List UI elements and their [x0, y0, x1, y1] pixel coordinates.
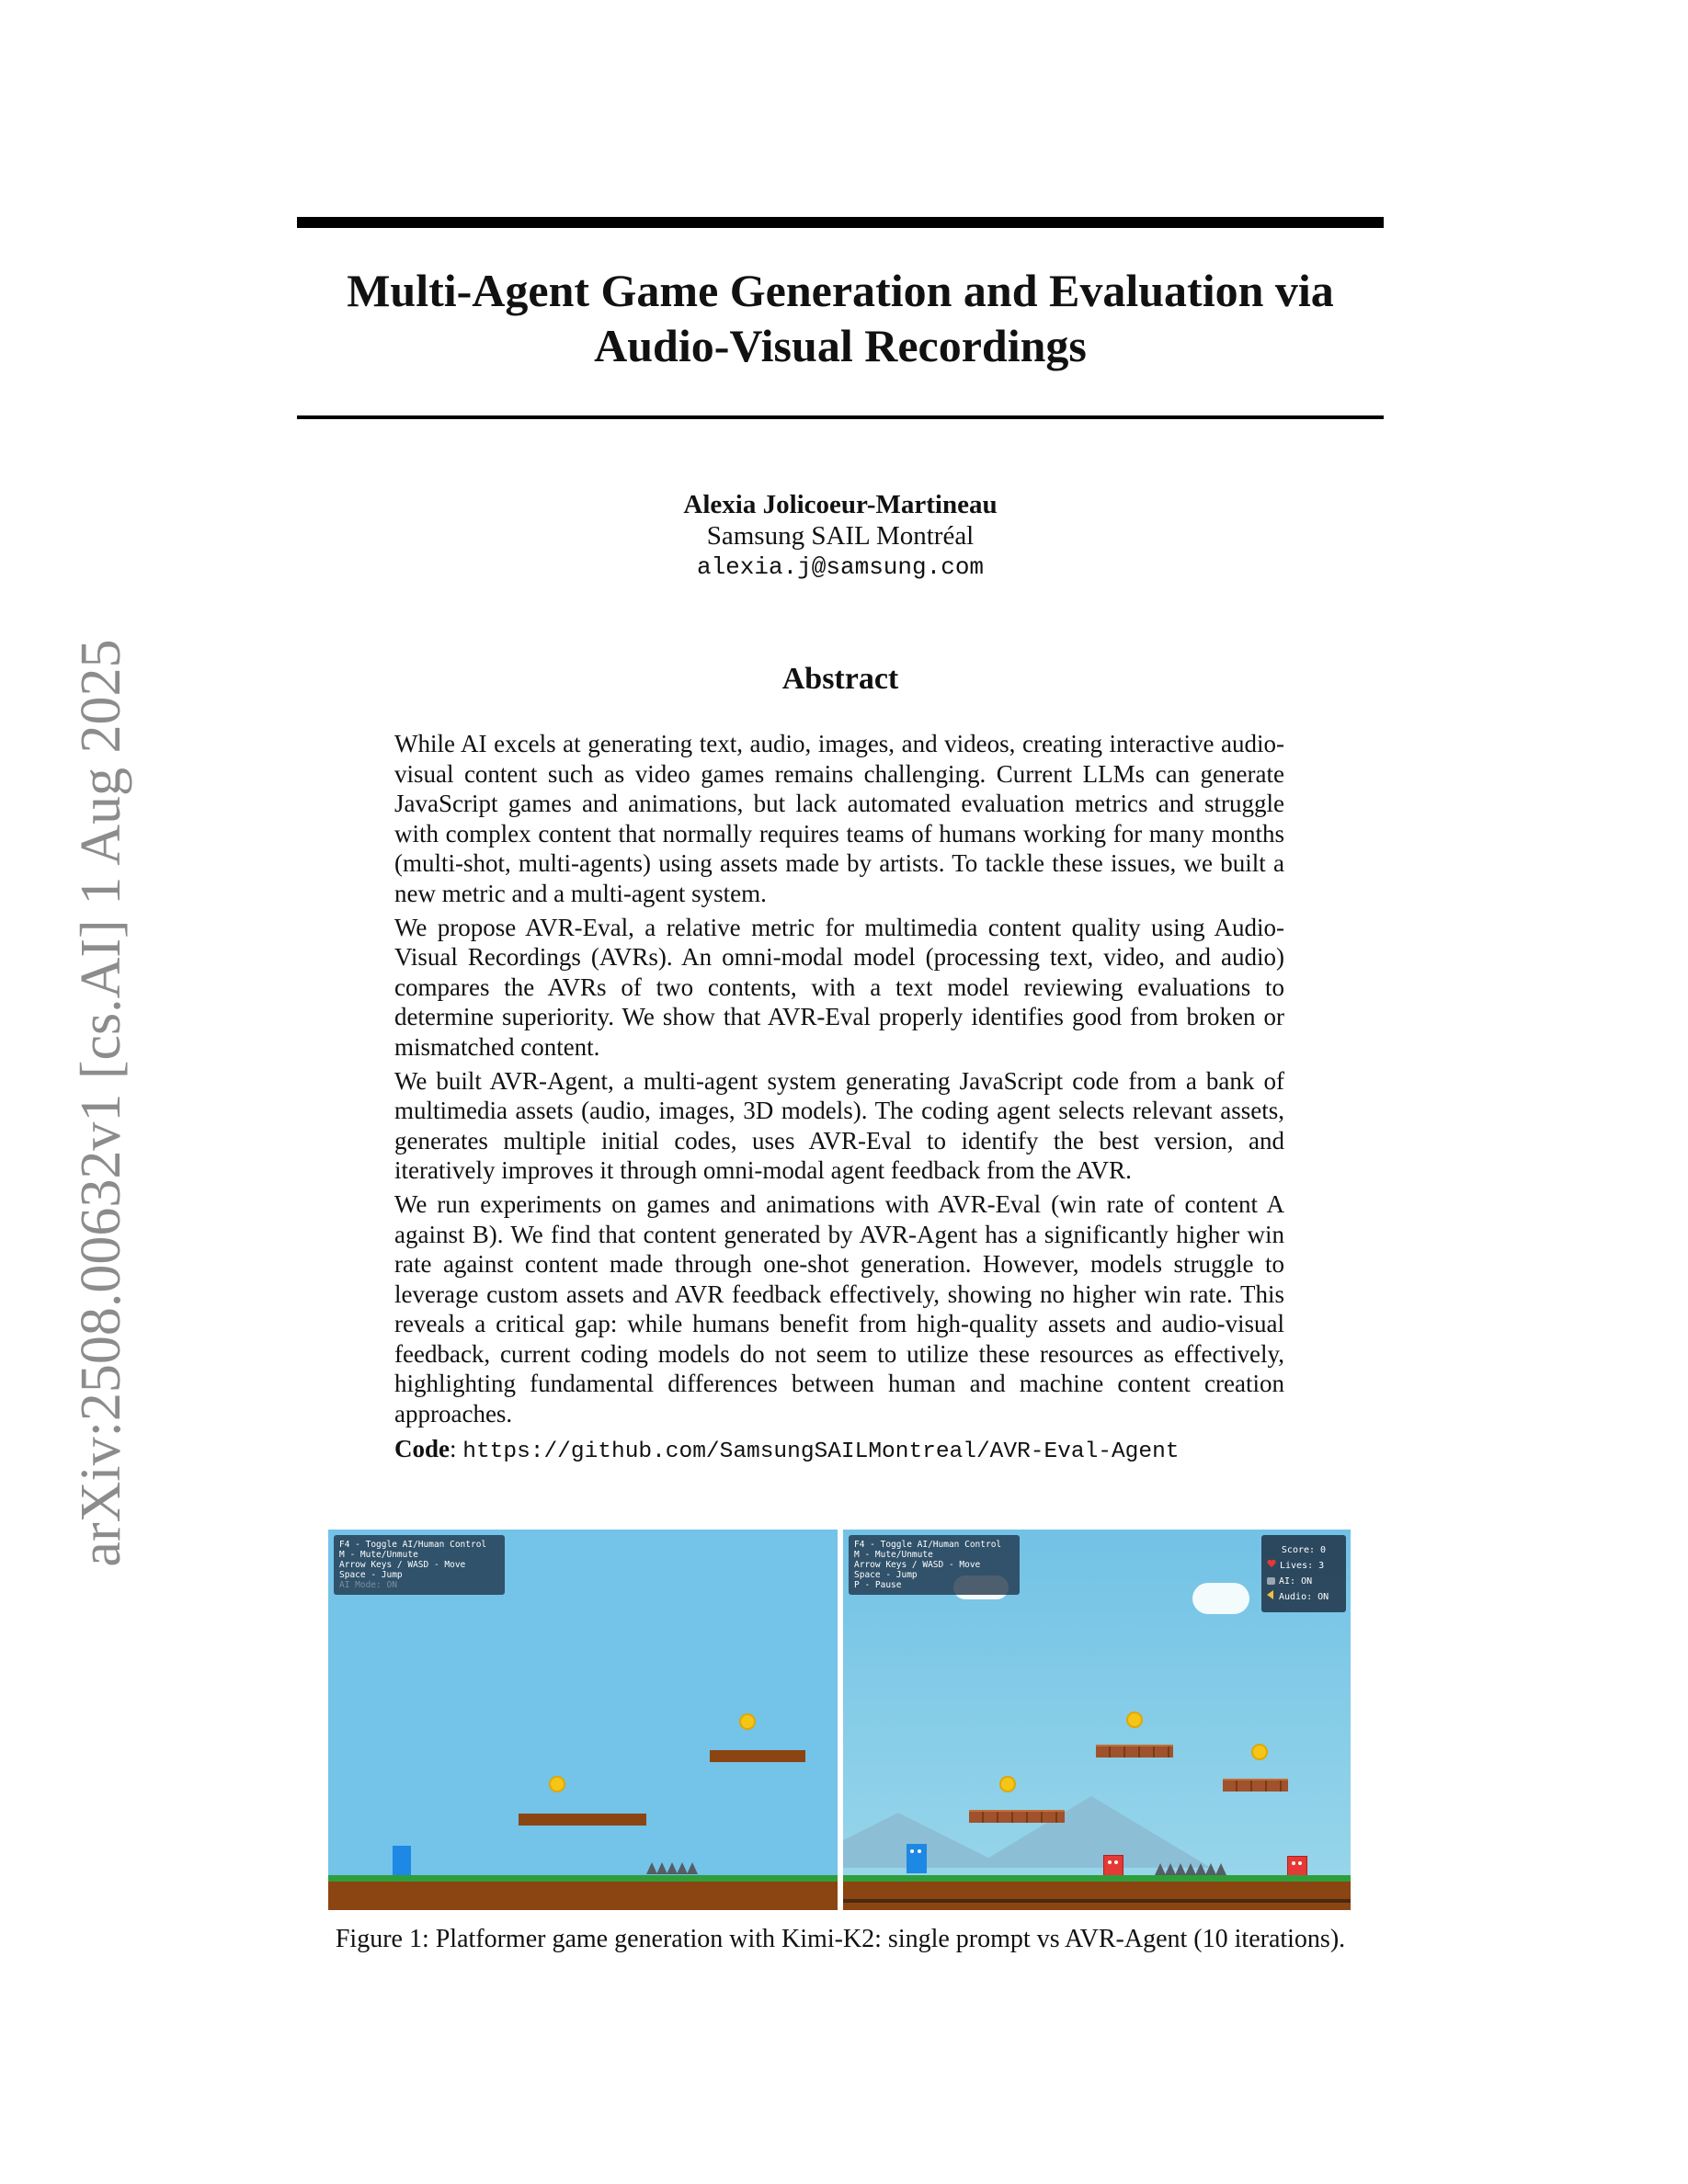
cloud [1192, 1583, 1249, 1614]
ai-mode-ghost-text: AI Mode: ON [339, 1580, 397, 1590]
code-line [394, 1433, 1284, 1468]
audio-row [1267, 1589, 1340, 1605]
title-top-rule [297, 217, 1384, 228]
abstract-paragraph: While AI excels at generating text, audio, images, and videos, creating interactive audio-visual content such as video games remains challenging. Current LLMs can generate JavaScript games and animations, but lack automated evaluation metrics and struggle with complex content that normally requires teams of humans working for many months (multi-shot, multi-agents) using assets made by artists. To tackle these issues, we built a new metric and a multi-agent system. [394, 730, 1284, 907]
enemy-eye [1298, 1861, 1302, 1865]
figure-right-game-screenshot [843, 1530, 1351, 1910]
ground-grass [843, 1875, 1351, 1882]
platform [519, 1814, 646, 1826]
control-hint: Space - Jump [339, 1570, 403, 1580]
abstract-paragraph: We run experiments on games and animations with AVR-Eval (win rate of content A against B). We find that content generated by AVR-Agent has a significantly higher win rate against content made through one-shot generation. However, models struggle to leverage custom assets and AVR feedback effectively, showing no higher win rate. This reveals a critical gap: while humans benefit from high-quality assets and audio-visual feedback, current coding models do not seem to utilize these resources as effectively, highlighting fundamental differences between human and machine content creation approaches. [394, 1189, 1284, 1428]
abstract-paragraph: We propose AVR-Eval, a relative metric for multimedia content quality using Audio-Visual Recordings (AVRs). An omni-modal model (processing text, video, and audio) compares the AVRs of two contents, with a text model reviewing evaluations to determine superiority. We show that AVR-Eval properly identifies good from broken or mismatched content. [394, 913, 1284, 1061]
ai-row [1267, 1574, 1340, 1589]
control-hint: Arrow Keys / WASD - Move [854, 1560, 981, 1570]
platform [1096, 1745, 1173, 1757]
platform [710, 1750, 805, 1762]
paper-title [297, 263, 1384, 373]
code-separator: : [450, 1434, 463, 1462]
arxiv-identifier-stamp: arXiv:2508.00632v1 [cs.AI] 1 Aug 2025 [70, 639, 132, 1567]
player-eye [918, 1849, 921, 1853]
player-eye [910, 1849, 914, 1853]
control-hint: M - Mute/Unmute [854, 1550, 933, 1560]
control-hint: M - Mute/Unmute [339, 1550, 418, 1560]
player-character [393, 1846, 411, 1875]
title-bottom-rule [297, 415, 1384, 419]
ground-grass [328, 1875, 838, 1882]
author-affiliation: Samsung SAIL Montréal [706, 521, 975, 551]
speaker-icon [1267, 1590, 1273, 1599]
score-display: Score: 0 [1281, 1545, 1327, 1555]
code-label: Code [394, 1434, 450, 1462]
coin [1126, 1712, 1143, 1728]
lives-display: Lives: 3 [1280, 1561, 1325, 1571]
control-hint: F4 - Toggle AI/Human Control [854, 1540, 1002, 1550]
enemy-eye [1108, 1860, 1112, 1864]
coin [549, 1776, 565, 1792]
spike [687, 1862, 698, 1874]
control-hint: P - Pause [854, 1580, 902, 1590]
robot-icon [1267, 1577, 1275, 1585]
coin [739, 1713, 756, 1730]
mountain [972, 1796, 1211, 1868]
ground-stripe [843, 1899, 1351, 1903]
figure-left-game-screenshot [328, 1530, 838, 1910]
controls-overlay [334, 1535, 505, 1595]
audio-status-display: Audio: ON [1279, 1592, 1329, 1602]
platform [1223, 1779, 1288, 1792]
coin [1251, 1744, 1268, 1760]
game-status-hud [1261, 1535, 1346, 1612]
control-hint: Space - Jump [854, 1570, 918, 1580]
ai-status-display: AI: ON [1279, 1576, 1313, 1587]
platform [969, 1810, 1065, 1823]
code-link[interactable]: https://github.com/SamsungSAILMontreal/AVR-Eval-Agent [462, 1439, 1180, 1464]
enemy-eye [1114, 1860, 1118, 1864]
abstract-body [394, 729, 1284, 1468]
abstract-paragraph: We built AVR-Agent, a multi-agent system generating JavaScript code from a bank of multimedia assets (audio, images, 3D models). The coding agent selects relevant assets, generates multiple initial codes, uses AVR-Eval to identify the best version, and iteratively improves it through omni-modal agent feedback from the AVR. [394, 1066, 1284, 1185]
paper-title-line-1: Multi-Agent Game Generation and Evaluation via [347, 265, 1334, 316]
coin [999, 1776, 1016, 1792]
author-email[interactable]: alexia.j@samsung.com [696, 553, 985, 581]
paper-title-line-2: Audio-Visual Recordings [594, 320, 1087, 371]
heart-icon [1267, 1560, 1276, 1568]
spike [1215, 1863, 1226, 1875]
author-name: Alexia Jolicoeur-Martineau [683, 490, 998, 519]
control-hint: F4 - Toggle AI/Human Control [339, 1540, 487, 1550]
enemy [1103, 1855, 1123, 1877]
ground-dirt [843, 1882, 1351, 1910]
abstract-heading: Abstract [781, 662, 899, 696]
control-hint: Arrow Keys / WASD - Move [339, 1560, 466, 1570]
controls-overlay [849, 1535, 1020, 1595]
enemy-eye [1292, 1861, 1295, 1865]
lives-row [1267, 1558, 1340, 1574]
player-character [907, 1844, 927, 1873]
ground-dirt [328, 1882, 838, 1910]
author-block [297, 489, 1384, 583]
figure-caption: Figure 1: Platformer game generation with Kimi-K2: single prompt vs AVR-Agent (10 iterations). [335, 1925, 1346, 1953]
